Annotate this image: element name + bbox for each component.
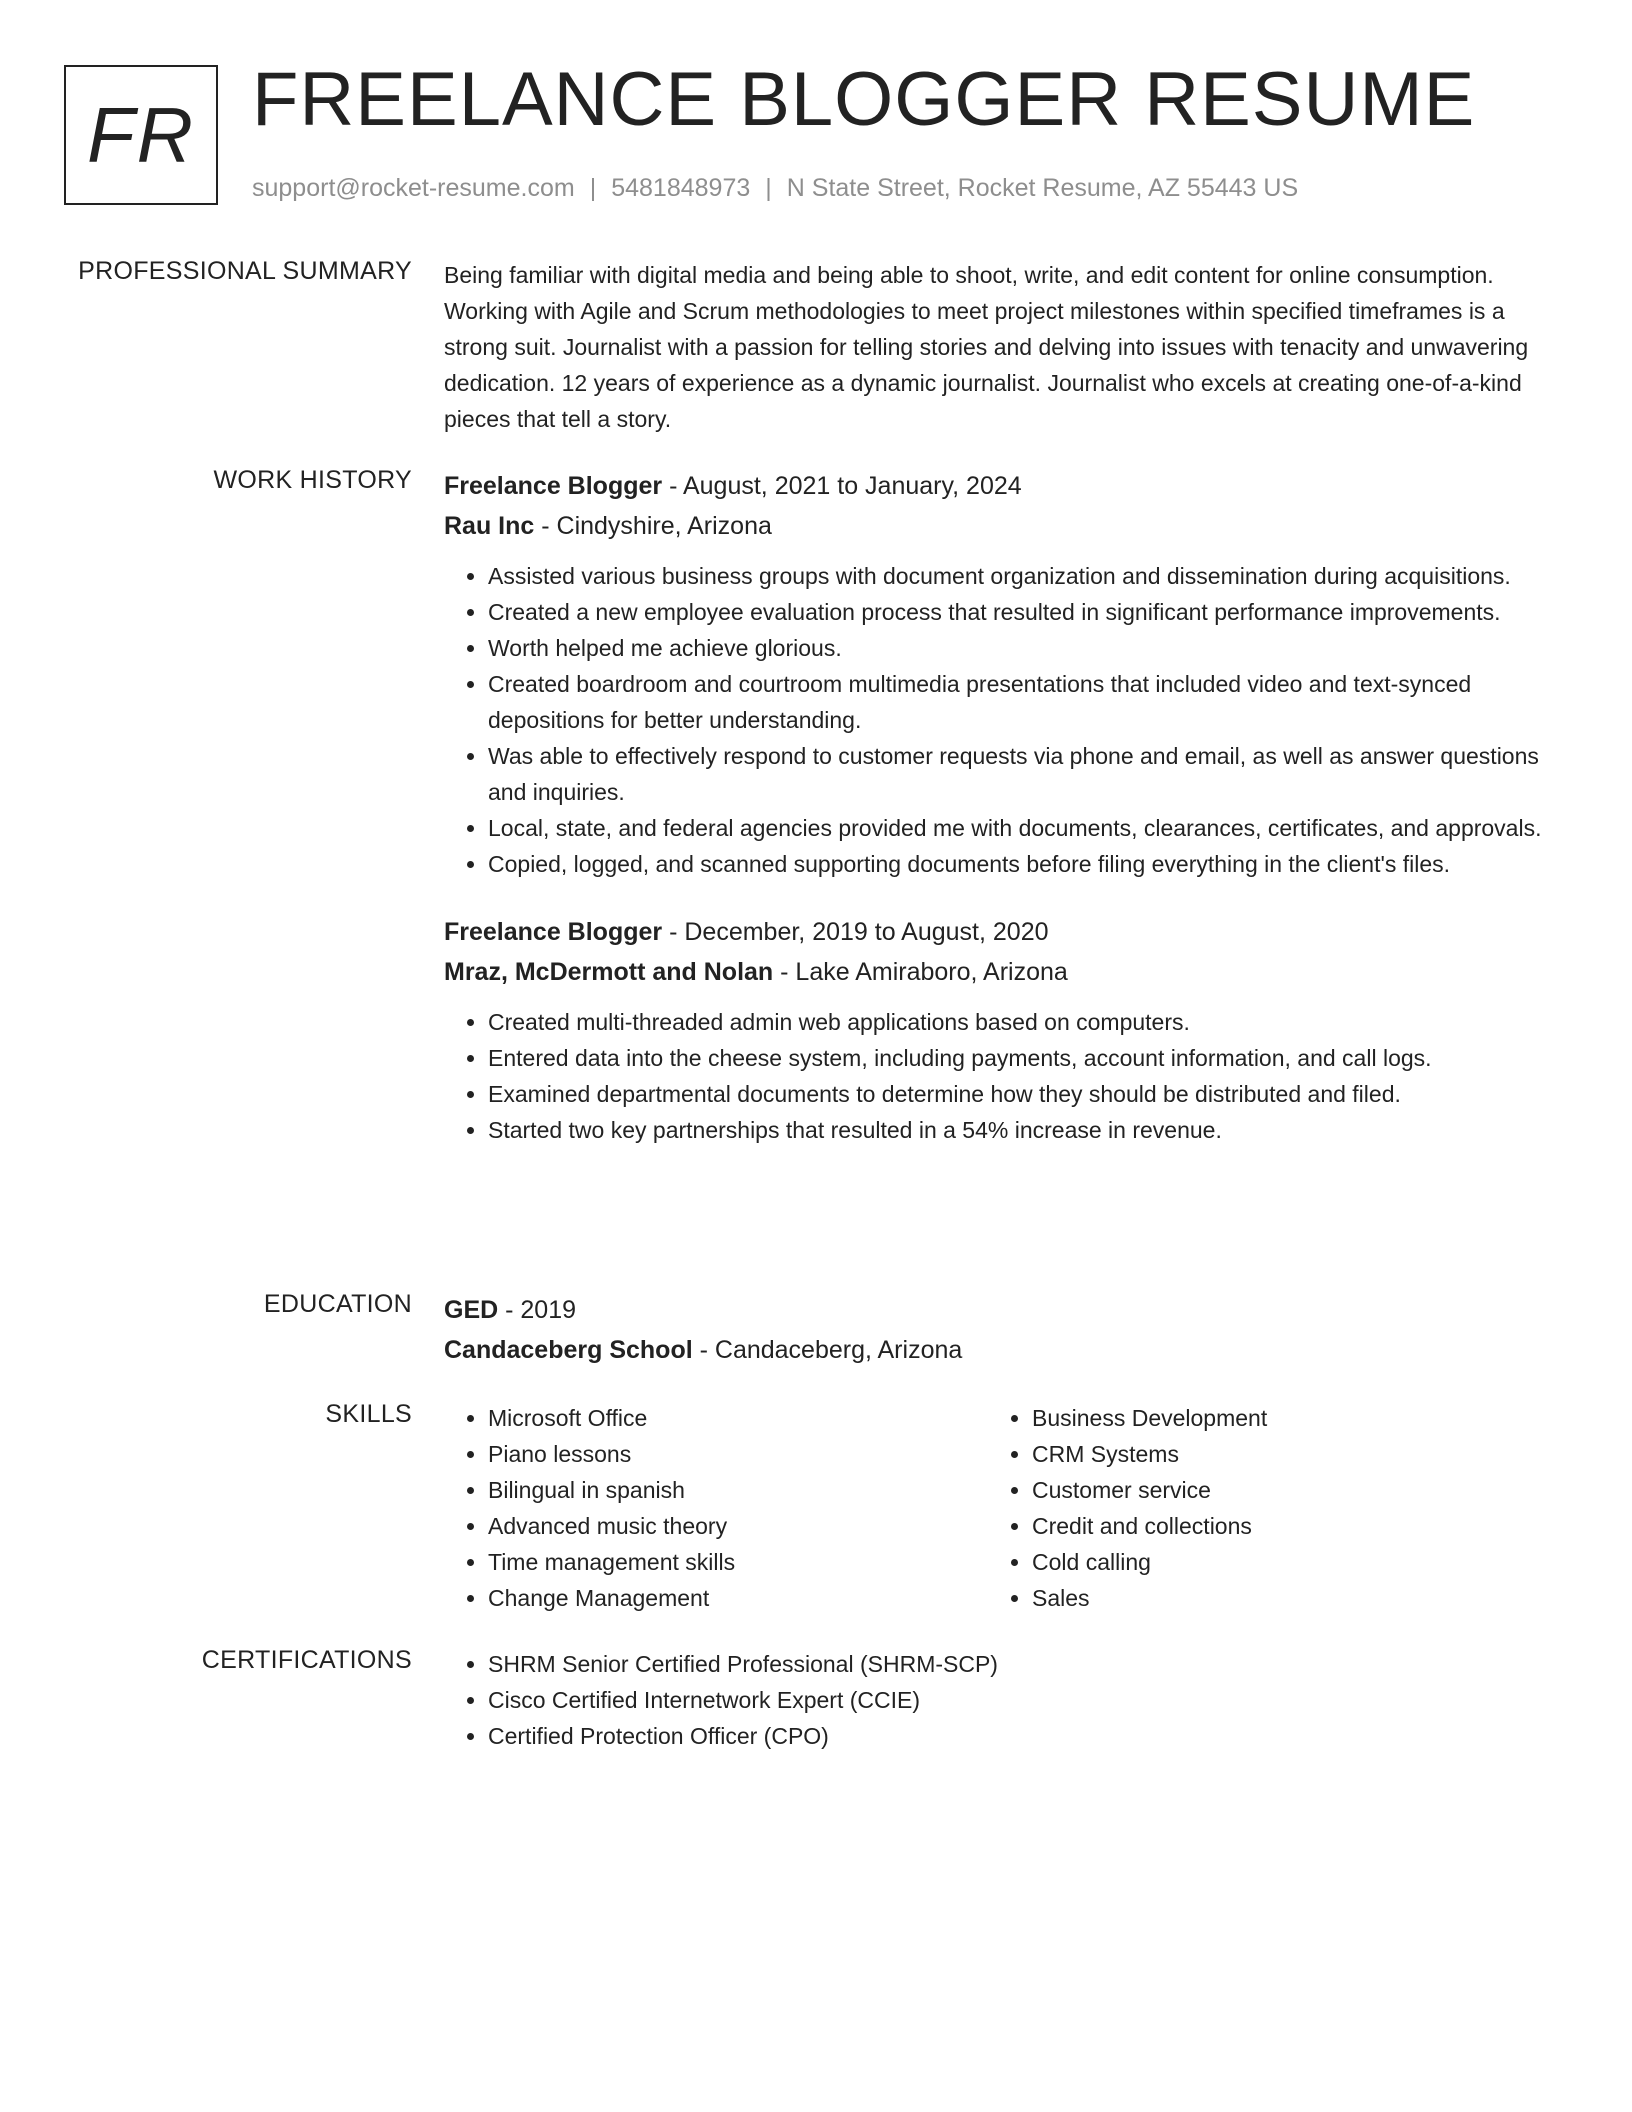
skill-item: • CRM Systems (1032, 1436, 1532, 1472)
education-location: - Candaceberg, Arizona (692, 1336, 963, 1364)
skill-item: • Customer service (1032, 1472, 1532, 1508)
job-bullet: • Started two key partnerships that resulted in a 54% increase in revenue. (488, 1112, 1554, 1148)
certifications-list (444, 1646, 1554, 1754)
resume-title: FREELANCE BLOGGER RESUME (252, 57, 1476, 142)
job-bullet: • Entered data into the cheese system, including payments, account information, and call logs. (488, 1040, 1554, 1076)
job-title: Freelance Blogger (444, 918, 663, 946)
job-bullet: • Created boardroom and courtroom multimedia presentations that included video and text-synced depositions for better understanding. (488, 666, 1554, 738)
job-bullet: • Created multi-threaded admin web applications based on computers. (488, 1004, 1554, 1040)
certification-item: • SHRM Senior Certified Professional (SHRM-SCP) (488, 1646, 1554, 1682)
skills-list-left (444, 1400, 988, 1616)
job-company-line (444, 952, 1554, 992)
job-dates: - December, 2019 to August, 2020 (662, 918, 1049, 946)
section-label-summary: PROFESSIONAL SUMMARY (78, 257, 412, 285)
job-title-line (444, 912, 1554, 952)
job-bullet: • Copied, logged, and scanned supporting documents before filing everything in the client's files. (488, 846, 1554, 882)
education-degree-line (444, 1290, 1554, 1330)
skill-item: • Business Development (1032, 1400, 1532, 1436)
skill-item: • Bilingual in spanish (488, 1472, 988, 1508)
job-bullet: • Was able to effectively respond to customer requests via phone and email, as well as answer questions and inquiries. (488, 738, 1554, 810)
skill-item: • Sales (1032, 1580, 1532, 1616)
job-location: - Cindyshire, Arizona (534, 512, 772, 540)
education-school-line (444, 1330, 1554, 1370)
contact-line (252, 174, 1298, 203)
skills-body (444, 1400, 1554, 1616)
monogram-box (64, 65, 218, 205)
skill-item: • Microsoft Office (488, 1400, 988, 1436)
education-school: Candaceberg School (444, 1336, 693, 1364)
job-company-line (444, 506, 1554, 546)
job-bullet: • Created a new employee evaluation process that resulted in significant performance improvements. (488, 594, 1554, 630)
skill-item: • Credit and collections (1032, 1508, 1532, 1544)
summary-body (444, 257, 1554, 437)
summary-text: Being familiar with digital media and being able to shoot, write, and edit content for online consumption. Working with Agile and Scrum methodologies to meet project milestones within specified timeframes is a strong suit. Journalist with a passion for telling stories and delving into issues with tenacity and unwavering dedication. 12 years of experience as a dynamic journalist. Journalist who excels at creating one-of-a-kind pieces that tell a story. (444, 262, 1529, 432)
work-history-body (444, 466, 1554, 1148)
job-entry (444, 912, 1554, 1148)
education-degree: GED (444, 1296, 499, 1324)
contact-email[interactable]: support@rocket-resume.com (252, 174, 575, 202)
section-label-certifications: CERTIFICATIONS (201, 1646, 412, 1674)
certification-item: • Certified Protection Officer (CPO) (488, 1718, 1554, 1754)
job-entry (444, 466, 1554, 882)
contact-separator: | (589, 174, 597, 202)
skills-list-right (988, 1400, 1532, 1616)
contact-separator: | (765, 174, 772, 202)
job-company: Mraz, McDermott and Nolan (444, 958, 774, 986)
job-location: - Lake Amiraboro, Arizona (773, 958, 1068, 986)
job-bullets (444, 558, 1554, 882)
job-title-line (444, 466, 1554, 506)
job-dates: - August, 2021 to January, 2024 (662, 472, 1022, 500)
certifications-body (444, 1646, 1554, 1754)
job-bullet: • Worth helped me achieve glorious. (488, 630, 1554, 666)
monogram-initials: FR (87, 91, 195, 179)
job-bullet: • Local, state, and federal agencies provided me with documents, clearances, certificates, and approvals. (488, 810, 1554, 846)
job-bullet: • Assisted various business groups with document organization and dissemination during acquisitions. (488, 558, 1554, 594)
skill-item: • Change Management (488, 1580, 988, 1616)
education-year: - 2019 (498, 1296, 577, 1324)
skill-item: • Piano lessons (488, 1436, 988, 1472)
job-company: Rau Inc (444, 512, 535, 540)
section-label-work-history: WORK HISTORY (213, 466, 412, 494)
job-bullets (444, 1004, 1554, 1148)
certification-item: • Cisco Certified Internetwork Expert (CCIE) (488, 1682, 1554, 1718)
skill-item: • Time management skills (488, 1544, 988, 1580)
job-title: Freelance Blogger (444, 472, 663, 500)
education-body (444, 1290, 1554, 1370)
job-bullet: • Examined departmental documents to determine how they should be distributed and filed. (488, 1076, 1554, 1112)
section-label-education: EDUCATION (263, 1290, 412, 1318)
contact-phone[interactable]: 5481848973 (611, 174, 751, 202)
skill-item: • Cold calling (1032, 1544, 1532, 1580)
contact-address: N State Street, Rocket Resume, AZ 55443 US (786, 174, 1299, 202)
section-label-skills: SKILLS (325, 1400, 412, 1428)
skill-item: • Advanced music theory (488, 1508, 988, 1544)
